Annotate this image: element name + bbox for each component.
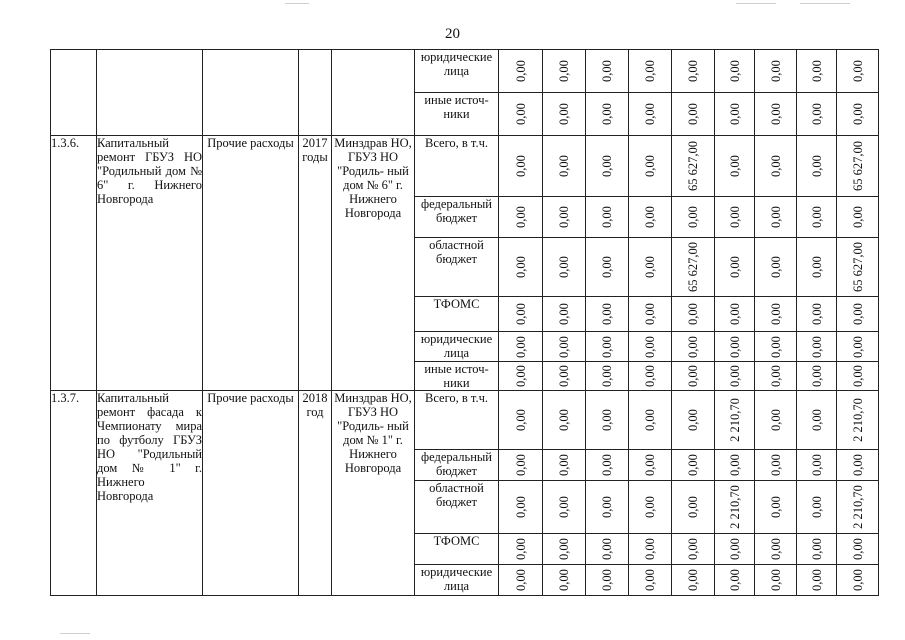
value-text: 0,00 xyxy=(513,538,528,560)
funding-source: областной бюджет xyxy=(415,481,499,534)
value-cell xyxy=(629,450,672,481)
value-cell xyxy=(629,391,672,450)
value-cell xyxy=(797,50,837,93)
value-text: 0,00 xyxy=(643,155,657,177)
value-text: 0,00 xyxy=(686,303,700,325)
value-cell xyxy=(715,450,755,481)
value-cell xyxy=(499,534,543,565)
value-text: 0,00 xyxy=(513,335,528,358)
value-text: 0,00 xyxy=(686,454,700,476)
value-text: 0,00 xyxy=(809,155,824,177)
value-cell xyxy=(586,136,629,197)
value-text: 0,00 xyxy=(768,206,783,228)
value-cell xyxy=(586,238,629,297)
value-cell xyxy=(837,565,879,596)
value-cell xyxy=(586,362,629,391)
value-cell xyxy=(499,238,543,297)
value-text: 0,00 xyxy=(557,155,571,177)
value-cell xyxy=(586,297,629,332)
value-cell xyxy=(586,93,629,136)
value-cell xyxy=(672,565,715,596)
value-text: 0,00 xyxy=(557,454,571,476)
value-cell xyxy=(672,238,715,297)
value-cell xyxy=(715,93,755,136)
value-cell xyxy=(499,332,543,362)
item-period: 2018 год xyxy=(299,391,332,596)
value-text: 0,00 xyxy=(768,496,783,518)
value-cell xyxy=(499,50,543,93)
value-text: 0,00 xyxy=(600,155,614,177)
value-cell xyxy=(499,197,543,238)
value-cell xyxy=(797,197,837,238)
value-cell xyxy=(715,297,755,332)
value-text: 0,00 xyxy=(727,206,742,228)
empty-cell xyxy=(332,50,415,136)
value-text: 0,00 xyxy=(686,538,700,560)
table-row xyxy=(51,391,879,450)
value-cell xyxy=(755,93,797,136)
value-cell xyxy=(797,362,837,391)
value-text: 0,00 xyxy=(557,569,571,591)
value-text: 0,00 xyxy=(643,206,657,228)
value-text: 0,00 xyxy=(643,409,657,431)
value-text: 0,00 xyxy=(600,569,614,591)
value-cell xyxy=(715,238,755,297)
value-text: 0,00 xyxy=(600,206,614,228)
funding-source: ТФОМС xyxy=(415,534,499,565)
empty-cell xyxy=(97,50,203,136)
value-cell xyxy=(672,297,715,332)
value-cell xyxy=(672,93,715,136)
value-text: 0,00 xyxy=(686,103,700,125)
funding-source: юридические лица xyxy=(415,332,499,362)
value-text: 0,00 xyxy=(686,335,700,358)
value-text: 0,00 xyxy=(727,60,742,82)
value-text: 0,00 xyxy=(809,335,824,358)
value-text: 0,00 xyxy=(850,569,865,591)
value-text: 0,00 xyxy=(513,256,528,278)
value-text: 0,00 xyxy=(809,60,824,82)
value-text: 0,00 xyxy=(809,569,824,591)
value-cell xyxy=(755,197,797,238)
value-text: 0,00 xyxy=(727,454,742,476)
value-text: 0,00 xyxy=(600,409,614,431)
funding-source: юридические лица xyxy=(415,50,499,93)
value-text: 0,00 xyxy=(600,335,614,358)
value-cell xyxy=(543,136,586,197)
value-cell xyxy=(499,391,543,450)
item-executor: Минздрав НО, ГБУЗ НО "Родиль- ный дом № 1" г. Нижнего Новгорода xyxy=(332,391,415,596)
value-cell xyxy=(837,93,879,136)
value-text: 0,00 xyxy=(768,256,783,278)
value-text: 0,00 xyxy=(643,335,657,358)
value-cell xyxy=(543,391,586,450)
value-text: 0,00 xyxy=(557,206,571,228)
value-text: 0,00 xyxy=(600,60,614,82)
value-cell xyxy=(837,534,879,565)
value-cell xyxy=(755,534,797,565)
value-text: 0,00 xyxy=(768,103,783,125)
value-cell xyxy=(672,332,715,362)
value-cell xyxy=(543,332,586,362)
funding-source: иные источ- ники xyxy=(415,93,499,136)
value-text: 0,00 xyxy=(643,538,657,560)
value-cell xyxy=(715,332,755,362)
value-text: 0,00 xyxy=(809,409,824,431)
value-cell xyxy=(797,391,837,450)
value-cell xyxy=(543,197,586,238)
value-cell xyxy=(672,481,715,534)
value-cell xyxy=(797,136,837,197)
value-cell xyxy=(672,534,715,565)
value-text: 0,00 xyxy=(850,103,865,125)
value-cell xyxy=(837,391,879,450)
value-cell xyxy=(543,565,586,596)
value-text: 0,00 xyxy=(727,103,742,125)
value-cell xyxy=(837,50,879,93)
value-cell xyxy=(755,332,797,362)
value-text: 0,00 xyxy=(557,365,571,387)
value-cell xyxy=(715,481,755,534)
value-text: 0,00 xyxy=(557,103,571,125)
value-cell xyxy=(629,136,672,197)
value-text: 0,00 xyxy=(768,365,783,387)
value-text: 0,00 xyxy=(727,155,742,177)
value-cell xyxy=(543,481,586,534)
value-text: 0,00 xyxy=(643,496,657,518)
value-cell xyxy=(629,565,672,596)
value-cell xyxy=(629,534,672,565)
value-text: 65 627,00 xyxy=(686,242,700,292)
value-cell xyxy=(499,136,543,197)
value-text: 0,00 xyxy=(809,454,824,476)
value-cell xyxy=(586,332,629,362)
value-text: 0,00 xyxy=(686,365,700,387)
value-text: 0,00 xyxy=(850,303,865,325)
funding-source: Всего, в т.ч. xyxy=(415,391,499,450)
value-text: 2 210,70 xyxy=(850,485,865,529)
value-cell xyxy=(586,391,629,450)
value-text: 0,00 xyxy=(809,538,824,560)
value-cell xyxy=(586,50,629,93)
value-text: 65 627,00 xyxy=(850,141,865,191)
value-cell xyxy=(837,481,879,534)
value-cell xyxy=(797,565,837,596)
value-text: 0,00 xyxy=(850,60,865,82)
value-text: 0,00 xyxy=(768,409,783,431)
value-cell xyxy=(629,50,672,93)
value-text: 2 210,70 xyxy=(727,398,742,442)
item-name: Капитальный ремонт фасада к Чемпионату мира по футболу ГБУЗ НО "Родильный дом № 1" г. Нижнего Новгорода xyxy=(97,391,203,596)
value-text: 0,00 xyxy=(513,206,528,228)
value-text: 0,00 xyxy=(600,538,614,560)
value-cell xyxy=(755,297,797,332)
value-cell xyxy=(499,93,543,136)
funding-source: Всего, в т.ч. xyxy=(415,136,499,197)
value-text: 0,00 xyxy=(850,365,865,387)
value-cell xyxy=(586,565,629,596)
value-cell xyxy=(797,450,837,481)
value-text: 2 210,70 xyxy=(850,398,865,442)
value-cell xyxy=(837,297,879,332)
expense-type: Прочие расходы xyxy=(203,391,299,596)
value-cell xyxy=(629,238,672,297)
value-cell xyxy=(499,481,543,534)
page-number: 20 xyxy=(445,26,460,42)
value-text: 0,00 xyxy=(768,569,783,591)
value-cell xyxy=(543,50,586,93)
value-cell xyxy=(755,50,797,93)
value-text: 0,00 xyxy=(727,256,742,278)
value-text: 0,00 xyxy=(768,303,783,325)
value-text: 0,00 xyxy=(768,538,783,560)
item-period: 2017 годы xyxy=(299,136,332,391)
value-cell xyxy=(715,565,755,596)
value-text: 0,00 xyxy=(850,206,865,228)
value-text: 2 210,70 xyxy=(727,485,742,529)
value-cell xyxy=(755,565,797,596)
funding-source: юридические лица xyxy=(415,565,499,596)
value-text: 0,00 xyxy=(557,335,571,358)
value-cell xyxy=(499,565,543,596)
value-cell xyxy=(755,450,797,481)
value-text: 0,00 xyxy=(513,60,528,82)
value-cell xyxy=(629,481,672,534)
value-cell xyxy=(499,297,543,332)
value-text: 0,00 xyxy=(809,256,824,278)
value-text: 0,00 xyxy=(557,256,571,278)
value-cell xyxy=(672,197,715,238)
value-text: 0,00 xyxy=(643,569,657,591)
value-cell xyxy=(715,391,755,450)
value-cell xyxy=(837,238,879,297)
value-text: 0,00 xyxy=(557,60,571,82)
value-cell xyxy=(543,238,586,297)
value-text: 0,00 xyxy=(809,103,824,125)
value-text: 0,00 xyxy=(850,454,865,476)
value-text: 0,00 xyxy=(727,335,742,358)
value-text: 0,00 xyxy=(513,103,528,125)
value-text: 0,00 xyxy=(643,303,657,325)
value-text: 0,00 xyxy=(600,303,614,325)
value-cell xyxy=(629,297,672,332)
value-cell xyxy=(797,93,837,136)
item-number: 1.3.7. xyxy=(51,391,97,596)
value-text: 0,00 xyxy=(686,409,700,431)
value-text: 0,00 xyxy=(600,496,614,518)
value-text: 0,00 xyxy=(686,569,700,591)
value-text: 0,00 xyxy=(850,335,865,358)
value-cell xyxy=(586,534,629,565)
value-text: 0,00 xyxy=(809,303,824,325)
value-text: 0,00 xyxy=(513,409,528,431)
value-text: 0,00 xyxy=(643,256,657,278)
value-text: 0,00 xyxy=(600,256,614,278)
value-text: 0,00 xyxy=(513,365,528,387)
value-text: 0,00 xyxy=(768,60,783,82)
value-text: 0,00 xyxy=(727,303,742,325)
value-text: 0,00 xyxy=(643,454,657,476)
value-cell xyxy=(543,93,586,136)
value-cell xyxy=(586,450,629,481)
value-text: 65 627,00 xyxy=(686,141,700,191)
value-cell xyxy=(543,362,586,391)
value-text: 0,00 xyxy=(557,303,571,325)
value-text: 0,00 xyxy=(600,454,614,476)
value-cell xyxy=(715,534,755,565)
value-cell xyxy=(797,297,837,332)
value-cell xyxy=(755,481,797,534)
value-cell xyxy=(837,136,879,197)
value-text: 0,00 xyxy=(600,365,614,387)
value-cell xyxy=(629,332,672,362)
value-cell xyxy=(543,450,586,481)
value-text: 0,00 xyxy=(768,155,783,177)
value-text: 0,00 xyxy=(513,569,528,591)
value-text: 0,00 xyxy=(727,538,742,560)
empty-cell xyxy=(51,50,97,136)
table-row xyxy=(51,50,879,93)
value-cell xyxy=(586,197,629,238)
empty-cell xyxy=(299,50,332,136)
item-number: 1.3.6. xyxy=(51,136,97,391)
value-cell xyxy=(715,50,755,93)
value-cell xyxy=(543,534,586,565)
value-cell xyxy=(837,332,879,362)
value-cell xyxy=(797,481,837,534)
value-cell xyxy=(586,481,629,534)
value-cell xyxy=(755,238,797,297)
value-cell xyxy=(672,136,715,197)
value-cell xyxy=(755,391,797,450)
value-text: 0,00 xyxy=(557,538,571,560)
value-text: 65 627,00 xyxy=(850,242,865,292)
value-cell xyxy=(755,136,797,197)
value-text: 0,00 xyxy=(643,60,657,82)
funding-source: иные источ- ники xyxy=(415,362,499,391)
value-cell xyxy=(715,362,755,391)
value-cell xyxy=(715,197,755,238)
table-row xyxy=(51,136,879,197)
value-text: 0,00 xyxy=(809,365,824,387)
value-cell xyxy=(629,93,672,136)
funding-source: областной бюджет xyxy=(415,238,499,297)
value-cell xyxy=(672,391,715,450)
value-text: 0,00 xyxy=(809,206,824,228)
value-cell xyxy=(672,450,715,481)
value-cell xyxy=(797,332,837,362)
value-text: 0,00 xyxy=(600,103,614,125)
value-cell xyxy=(629,362,672,391)
value-cell xyxy=(715,136,755,197)
empty-cell xyxy=(203,50,299,136)
item-executor: Минздрав НО, ГБУЗ НО "Родиль- ный дом № 6" г. Нижнего Новгорода xyxy=(332,136,415,391)
budget-table xyxy=(50,49,879,596)
value-cell xyxy=(837,362,879,391)
value-text: 0,00 xyxy=(643,103,657,125)
value-cell xyxy=(797,534,837,565)
item-name: Капитальный ремонт ГБУЗ НО "Родильный дом № 6" г. Нижнего Новгорода xyxy=(97,136,203,391)
funding-source: федеральный бюджет xyxy=(415,450,499,481)
value-cell xyxy=(499,362,543,391)
value-cell xyxy=(499,450,543,481)
value-text: 0,00 xyxy=(513,454,528,476)
value-text: 0,00 xyxy=(557,496,571,518)
value-cell xyxy=(797,238,837,297)
value-text: 0,00 xyxy=(727,365,742,387)
value-cell xyxy=(543,297,586,332)
value-text: 0,00 xyxy=(686,60,700,82)
value-cell xyxy=(837,450,879,481)
value-text: 0,00 xyxy=(643,365,657,387)
value-text: 0,00 xyxy=(809,496,824,518)
value-text: 0,00 xyxy=(768,335,783,358)
value-text: 0,00 xyxy=(850,538,865,560)
value-cell xyxy=(672,50,715,93)
value-cell xyxy=(837,197,879,238)
value-cell xyxy=(755,362,797,391)
value-text: 0,00 xyxy=(513,496,528,518)
funding-source: ТФОМС xyxy=(415,297,499,332)
value-cell xyxy=(629,197,672,238)
value-text: 0,00 xyxy=(686,206,700,228)
funding-source: федеральный бюджет xyxy=(415,197,499,238)
value-text: 0,00 xyxy=(727,569,742,591)
value-text: 0,00 xyxy=(686,496,700,518)
value-text: 0,00 xyxy=(513,155,528,177)
value-text: 0,00 xyxy=(768,454,783,476)
value-text: 0,00 xyxy=(557,409,571,431)
value-cell xyxy=(672,362,715,391)
expense-type: Прочие расходы xyxy=(203,136,299,391)
value-text: 0,00 xyxy=(513,303,528,325)
